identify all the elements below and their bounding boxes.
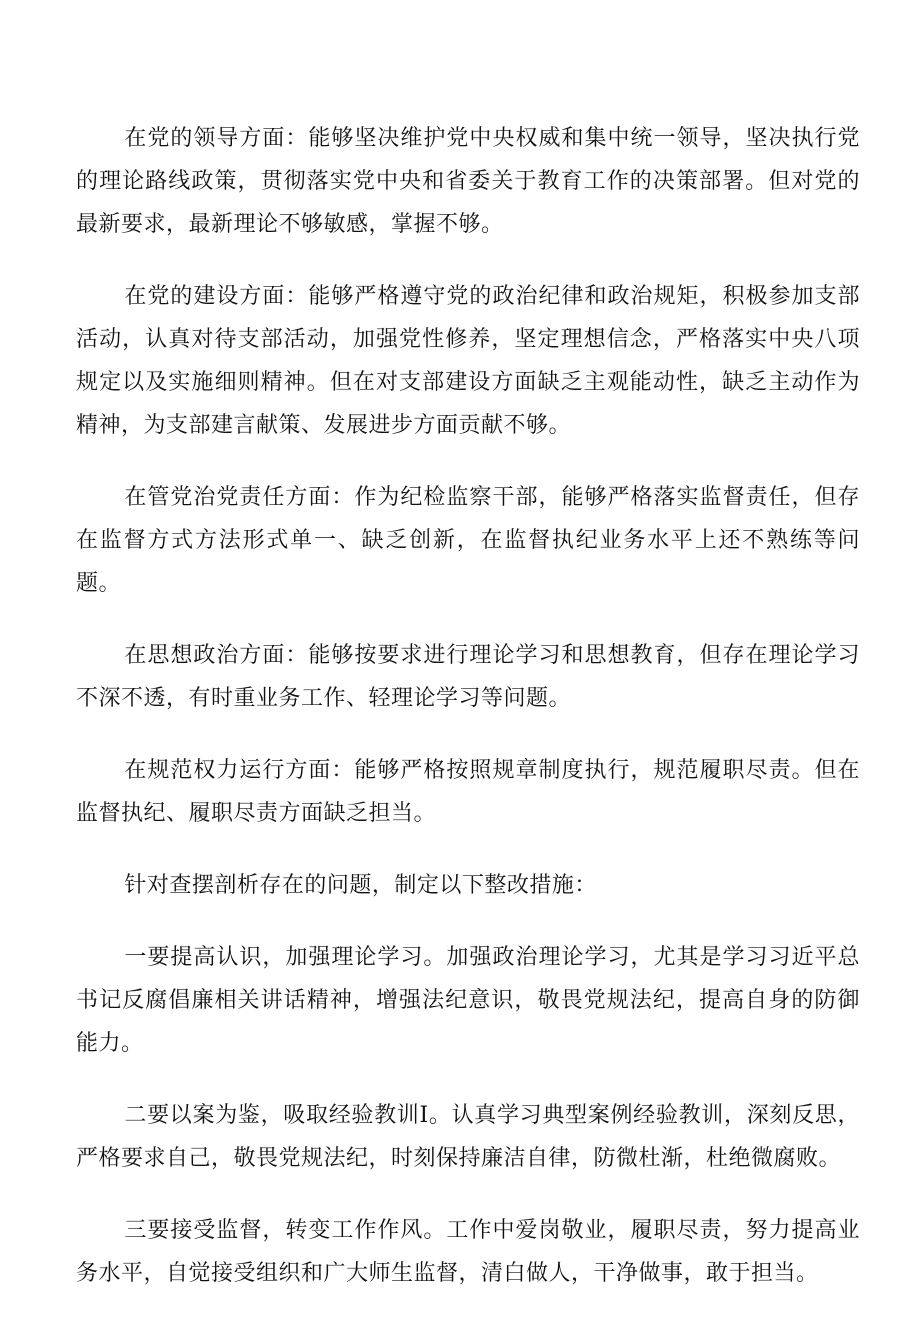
- document-body: [76, 117, 860, 1324]
- paragraph-ideology-politics: 在思想政治方面：能够按要求进行理论学习和思想教育，但存在理论学习不深不透，有时重业务工作、轻理论学习等问题。: [76, 643, 860, 711]
- paragraph-party-building: 在党的建设方面：能够严格遵守党的政治纪律和政治规矩，积极参加支部活动，认真对待支部活动，加强党性修养，坚定理想信念，严格落实中央八项规定以及实施细则精神。但在对支部建设方面缺乏主观能动性，缺乏主动作为精神，为支部建言献策、发展进步方面贡献不够。: [76, 284, 860, 438]
- paragraph-rectification-intro: 针对查摆剖析存在的问题，制定以下整改措施：: [124, 873, 597, 898]
- paragraph-party-governance-responsibility: 在管党治党责任方面：作为纪检监察干部，能够严格落实监督责任，但存在监督方式方法形式单一、缺乏创新，在监督执纪业务水平上还不熟练等问题。: [76, 485, 860, 596]
- paragraph-party-leadership: 在党的领导方面：能够坚决维护党中央权威和集中统一领导，坚决执行党的理论路线政策，贯彻落实党中央和省委关于教育工作的决策部署。但对党的最新要求，最新理论不够敏感，掌握不够。: [76, 126, 860, 237]
- paragraph-measure-two: 二要以案为鉴，吸取经验教训I。认真学习典型案例经验教训，深刻反思，严格要求自己，敬畏党规法纪，时刻保持廉洁自律，防微杜渐，杜绝微腐败。: [76, 1103, 860, 1171]
- paragraph-measure-one: 一要提高认识，加强理论学习。加强政治理论学习，尤其是学习习近平总书记反腐倡廉相关讲话精神，增强法纪意识，敬畏党规法纪，提高自身的防御能力。: [76, 945, 860, 1056]
- paragraph-measure-three: 三要接受监督，转变工作作风。工作中爱岗敬业，履职尽责，努力提高业务水平，自觉接受组织和广大师生监督，清白做人，干净做事，敢于担当。: [76, 1218, 860, 1286]
- paragraph-power-operation: 在规范权力运行方面：能够严格按照规章制度执行，规范履职尽责。但在监督执纪、履职尽责方面缺乏担当。: [76, 758, 860, 826]
